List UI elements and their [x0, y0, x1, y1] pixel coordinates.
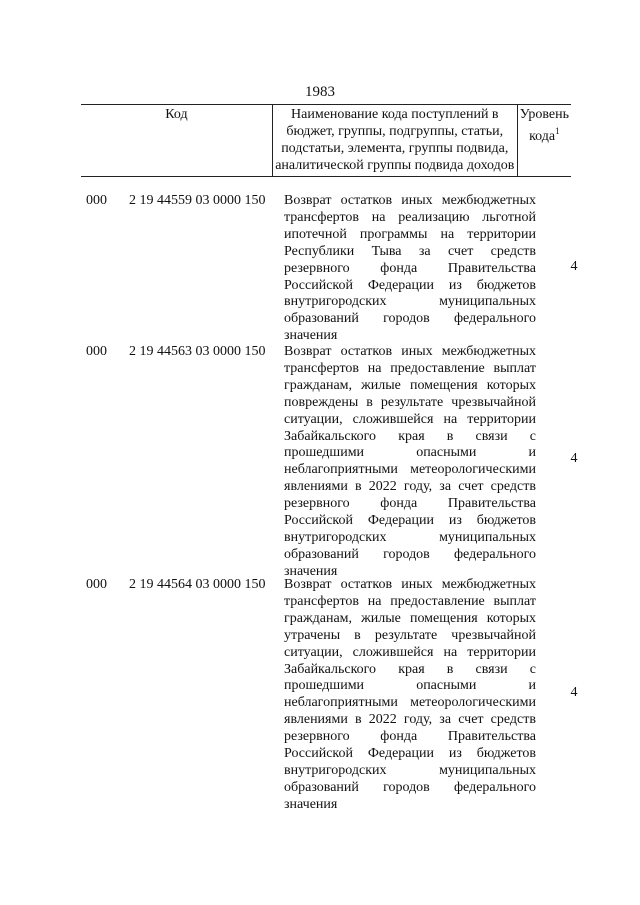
- table-header: [81, 104, 571, 177]
- row-name: Возврат остатков иных межбюджетных трансфертов на реализацию льготной ипотечной программы на территории Республики Тыва за счет средств резервного фонда Правительства Российской Федерации из бюджетов внутригородских муниципальных образований городов федерального значения: [284, 193, 536, 344]
- row-code-prefix: 000: [86, 193, 107, 208]
- row-name: Возврат остатков иных межбюджетных трансфертов на предоставление выплат гражданам, жилые помещения которых утрачены в результате чрезвычайной ситуации, сложившейся на территории Забайкальского края в связи с прошедшими опасными и неблагоприятными метеорологическими явлениями в 2022 году, за счет средств резервного фонда Правительства Российской Федерации из бюджетов внутригородских муниципальных образований городов федерального значения: [284, 577, 536, 812]
- footnote-marker: 1: [555, 126, 560, 136]
- header-level: [517, 105, 571, 177]
- page-number: 1983: [305, 84, 335, 100]
- row-level: 4: [570, 259, 578, 274]
- row-code-prefix: 000: [86, 344, 107, 359]
- row-code-prefix: 000: [86, 577, 107, 592]
- header-name: Наименование кода поступлений в бюджет, группы, подгруппы, статьи, подстатьи, элемента, группы подвида, аналитической группы подвида доходов: [272, 105, 517, 177]
- row-code: 2 19 44563 03 0000 150: [129, 344, 266, 359]
- row-level: 4: [570, 685, 578, 700]
- row-name: Возврат остатков иных межбюджетных трансфертов на предоставление выплат гражданам, жилые помещения которых повреждены в результате чрезвычайной ситуации, сложившейся на территории Забайкальского края в связи с прошедшими опасными и неблагоприятными метеорологическими явлениями в 2022 году, за счет средств резервного фонда Правительства Российской Федерации из бюджетов внутригородских муниципальных образований городов федерального значения: [284, 344, 536, 579]
- row-code: 2 19 44564 03 0000 150: [129, 577, 266, 592]
- row-level: 4: [570, 451, 578, 466]
- header-level-label: Уровень кода: [519, 107, 569, 144]
- row-code: 2 19 44559 03 0000 150: [129, 193, 266, 208]
- header-code: Код: [81, 105, 272, 177]
